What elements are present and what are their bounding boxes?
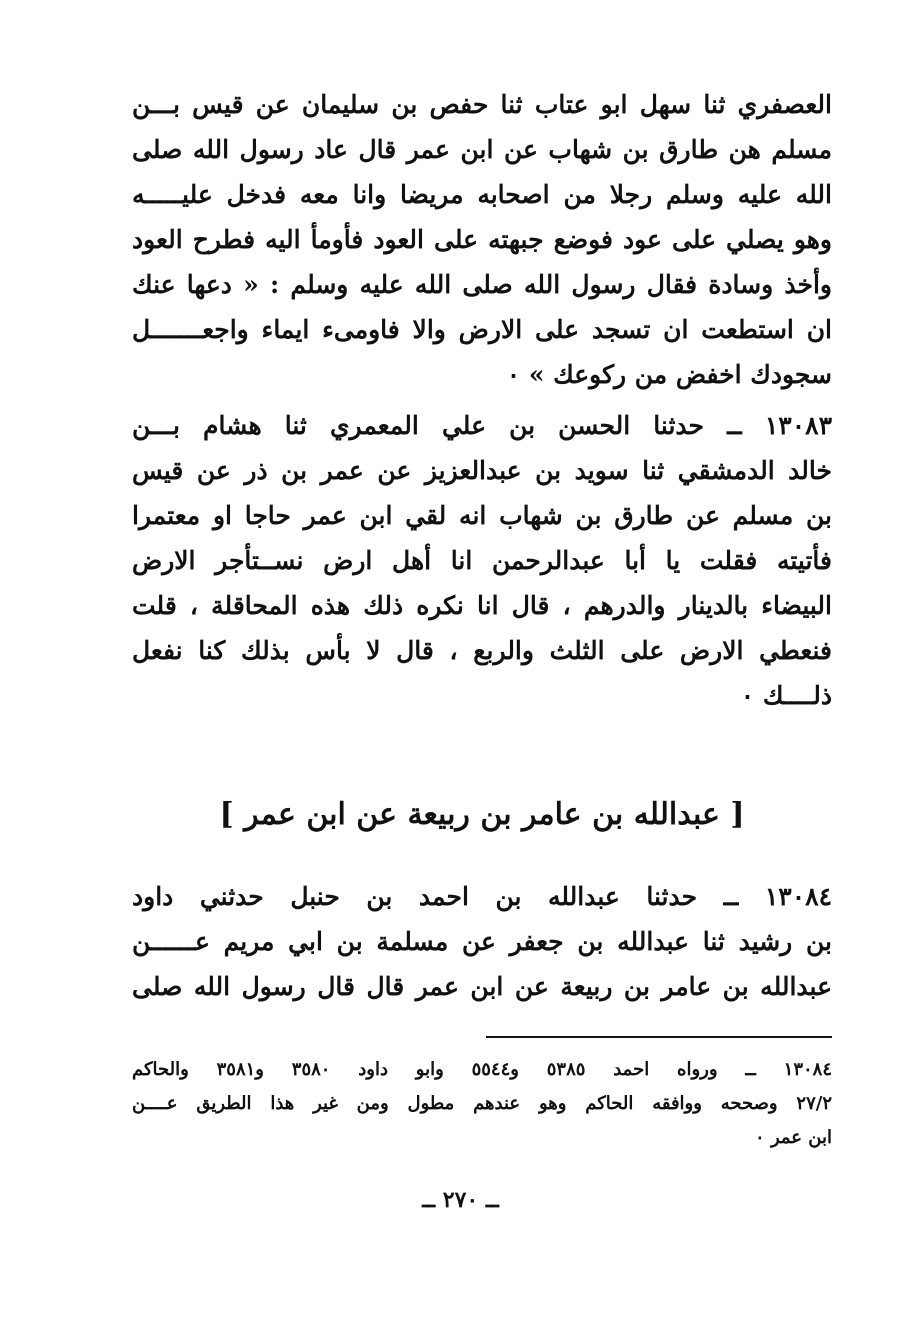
text-line: ذلــــك ٠: [740, 681, 832, 710]
text-line: سجودك اخفض من ركوعك » ٠: [506, 360, 832, 389]
footnote-line: ١٣٠٨٤ ــ ورواه احمد ٥٣٨٥ و٥٥٤٤ وابو داود ٣٥٨٠ و٣٥٨١ والحاكم: [132, 1059, 832, 1080]
section-heading: [ عبدالله بن عامر بن ربيعة عن ابن عمر ]: [219, 797, 745, 832]
footnote: [132, 1053, 832, 1155]
footnote-line: ٢٧/٢ وصححه ووافقه الحاكم وهو عندهم مطول ومن غير هذا الطريق عــــن: [132, 1093, 832, 1114]
text-line: البيضاء بالدينار والدرهم ، قال انا نكره ذلك هذه المحاقلة ، قلت: [132, 591, 832, 620]
text-line: عبدالله بن عامر بن ربيعة عن ابن عمر قال قال رسول الله صلى: [132, 972, 832, 1001]
paragraph-hadith-13084: [132, 874, 832, 1009]
text-line: بن رشيد ثنا عبدالله بن جعفر عن مسلمة بن ابي مريم عــــــن: [132, 927, 832, 956]
text-line: الله عليه وسلم رجلا من اصحابه مريضا وانا معه فدخل عليـــــه: [132, 180, 832, 209]
paragraph-hadith-continuation: [132, 82, 832, 397]
text-line: العصفري ثنا سهل ابو عتاب ثنا حفص بن سليمان عن قيس بـــن: [132, 90, 832, 119]
text-line: فأتيته فقلت يا أبا عبدالرحمن انا أهل ارض نســتأجر الارض: [132, 546, 832, 575]
text-line: بن مسلم عن طارق بن شهاب انه لقي ابن عمر حاجا او معتمرا: [132, 501, 832, 530]
text-line: ان استطعت ان تسجد على الارض والا فاومىء ايماء واجعـــــــل: [132, 315, 832, 344]
text-line: خالد الدمشقي ثنا سويد بن عبدالعزيز عن عمر بن ذر عن قيس: [132, 456, 832, 485]
text-line: مسلم هن طارق بن شهاب عن ابن عمر قال عاد رسول الله صلى: [132, 135, 832, 164]
paragraph-hadith-13083: [132, 403, 832, 718]
text-line: ١٣٠٨٣ ــ حدثنا الحسن بن علي المعمري ثنا هشام بـــن: [132, 411, 832, 440]
footnote-line: ابن عمر ٠: [755, 1127, 832, 1148]
footnote-divider: [486, 1036, 832, 1038]
text-line: فنعطي الارض على الثلث والربع ، قال لا بأس بذلك كنا نفعل: [132, 636, 832, 665]
text-line: ١٣٠٨٤ ــ حدثنا عبدالله بن احمد بن حنبل حدثني داود: [132, 882, 832, 911]
text-line: وهو يصلي على عود فوضع جبهته على العود فأومأ اليه فطرح العود: [132, 225, 832, 254]
page-number: ــ ٢٧٠ ــ: [422, 1187, 499, 1213]
text-line: وأخذ وسادة فقال رسول الله صلى الله عليه وسلم : « دعها عنك: [132, 270, 832, 299]
